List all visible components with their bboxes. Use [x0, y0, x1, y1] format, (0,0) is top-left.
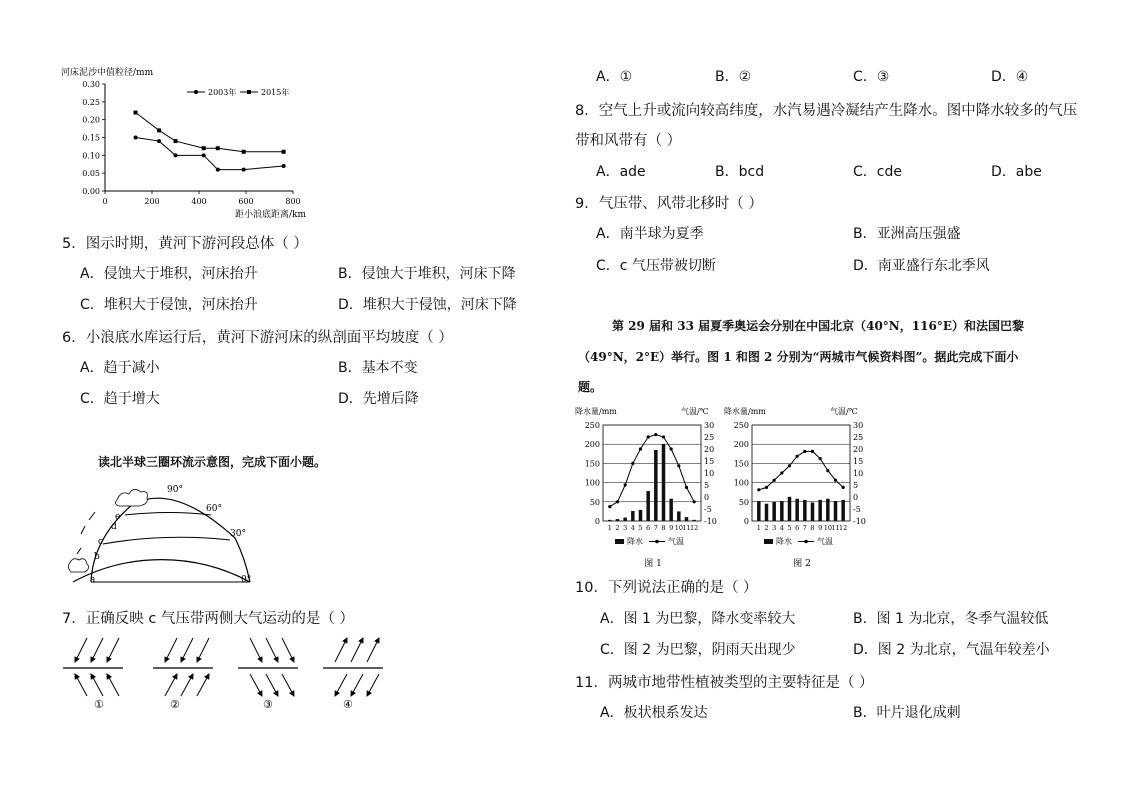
fig2-temp-point: [819, 457, 822, 460]
fig2-y2tick-label: 0: [853, 493, 859, 502]
fig1-month-label: 3: [623, 524, 628, 532]
fig2-ytick-label: 50: [738, 497, 749, 507]
sediment-ytick-label: 0.10: [82, 151, 100, 161]
fig2-ytick-label: 100: [733, 478, 749, 488]
earth-outline: [73, 560, 250, 582]
q9-option-b[interactable]: B．亚洲高压强盛: [853, 226, 961, 242]
q7-label-2: ②: [170, 698, 180, 711]
q7-arrow: [165, 674, 177, 696]
fig2-month-label: 3: [772, 524, 777, 532]
q7-option-a[interactable]: A．①: [596, 69, 633, 85]
q10-option-b[interactable]: B．图 1 为北京，冬季气温较低: [853, 611, 1049, 627]
fig2-y2tick-label: 30: [853, 421, 864, 430]
fig1-ytick-label: 150: [584, 459, 600, 469]
fig1-y2tick-label: 20: [704, 445, 715, 454]
q8-stem-line1: 8．空气上升或流向较高纬度，水汽易遇冷凝结产生降水。图中降水较多的气压: [575, 103, 1078, 119]
q7-option-c[interactable]: C．③: [853, 69, 890, 85]
q7-arrow: [165, 638, 177, 662]
q7-arrow: [181, 674, 193, 696]
sediment-point-2015: [174, 139, 178, 143]
fig1-month-label: 4: [630, 524, 635, 532]
fig1-ytick-label: 0: [594, 517, 600, 526]
fig1-month-label: 12: [690, 524, 699, 532]
sediment-chart: [55, 62, 315, 222]
fig1-fig-label: 图 1: [644, 559, 662, 569]
q9-stem: 9．气压带、风带北移时（ ）: [575, 196, 763, 212]
q7-arrow: [91, 674, 103, 696]
fig1-precip-bar: [692, 520, 696, 521]
fig1-month-label: 7: [653, 524, 658, 532]
fig2-legend-precip-swatch: [764, 539, 773, 544]
fig1-temp-point: [662, 435, 665, 438]
sediment-point-2003: [282, 164, 286, 168]
fig2-precip-bar: [834, 501, 838, 521]
q7-arrow: [181, 638, 193, 662]
q8-option-a[interactable]: A．ade: [596, 164, 646, 180]
q8-stem-line2: 带和风带有（ ）: [575, 133, 682, 149]
fig2-precip-bar: [795, 499, 799, 521]
sediment-ylabel: 河床泥沙中值粒径/mm: [61, 68, 154, 78]
fig2-ylabel: 降水量/mm: [724, 407, 766, 416]
fig1-y2label: 气温/℃: [681, 407, 709, 416]
cloud-icon: [115, 489, 147, 506]
fig1-precip-bar: [669, 499, 673, 521]
q7-arrow: [91, 638, 103, 662]
q5-stem: 5．图示时期，黄河下游河段总体（ ）: [62, 236, 308, 252]
q7-arrow: [107, 674, 119, 696]
fig1-y2tick-label: 10: [704, 469, 715, 478]
fig2-month-label: 11: [831, 524, 840, 532]
fig2-temp-point: [826, 469, 829, 472]
fig1-temp-point: [608, 505, 611, 508]
lat-30-label: 30°: [230, 529, 246, 539]
fig1-temp-point: [624, 483, 627, 486]
fig2-month-label: 5: [787, 524, 792, 532]
fig2-precip-bar: [765, 504, 769, 521]
label-c: c: [98, 537, 104, 547]
fig2-precip-bar: [780, 501, 784, 521]
sediment-point-2003: [202, 153, 206, 157]
q7-arrow: [197, 638, 209, 662]
fig1-temp-point: [631, 462, 634, 465]
fig2-month-label: 1: [756, 524, 761, 532]
fig2-month-label: 8: [810, 524, 815, 532]
fig2-y2tick-label: -5: [853, 505, 861, 514]
fig1-ylabel: 降水量/mm: [575, 407, 617, 416]
fig2-month-label: 2: [764, 524, 769, 532]
q10-stem: 10．下列说法正确的是（ ）: [575, 580, 758, 596]
fig2-month-label: 10: [823, 524, 832, 532]
legend-marker-2003: [194, 90, 198, 94]
fig2-y2tick-label: -10: [853, 517, 866, 526]
q7-arrow: [75, 638, 87, 662]
fig2-precip-bar: [811, 503, 815, 521]
fig2-y2label: 气温/℃: [830, 407, 858, 416]
fig2-legend-temp: 气温: [817, 537, 833, 546]
q5-option-b[interactable]: B．侵蚀大于堆积，河床下降: [338, 266, 516, 282]
fig2-fig-label: 图 2: [793, 559, 811, 569]
fig1-temp-point: [670, 447, 673, 450]
sediment-point-2003: [216, 168, 220, 172]
fig1-temp-point: [654, 433, 657, 436]
sediment-ytick-label: 0.30: [82, 80, 100, 89]
fig1-month-label: 10: [674, 524, 683, 532]
q8-option-b[interactable]: B．bcd: [715, 164, 765, 180]
q7-label-1: ①: [94, 698, 104, 711]
fig2-temp-point: [773, 479, 776, 482]
sediment-ytick-label: 0.15: [82, 133, 100, 143]
fig1-precip-bar: [646, 491, 650, 521]
fig1-month-label: 11: [682, 524, 691, 532]
fig2-month-label: 9: [818, 524, 823, 532]
q11-stem: 11．两城市地带性植被类型的主要特征是（ ）: [575, 675, 874, 691]
fig1-precip-bar: [662, 444, 666, 521]
label-b: b: [94, 552, 100, 562]
fig1-temp-point: [693, 500, 696, 503]
label-d: d: [111, 522, 117, 532]
fig1-month-label: 8: [661, 524, 666, 532]
sediment-ytick-label: 0.05: [82, 169, 100, 179]
q7-arrow: [250, 638, 262, 662]
fig1-precip-bar: [608, 520, 612, 521]
fig2-legend-temp-marker: [804, 540, 808, 544]
sediment-point-2015: [282, 150, 286, 154]
q8-option-c[interactable]: C．cde: [853, 164, 902, 180]
passage-line-1: 第 29 届和 33 届夏季奥运会分别在中国北京（40°N，116°E）和法国巴黎: [612, 319, 1024, 333]
sediment-point-2003: [242, 168, 246, 172]
fig2-temp-point: [780, 471, 783, 474]
fig2-precip-bar: [788, 497, 792, 521]
lat-60-label: 60°: [206, 504, 222, 514]
q5-option-a[interactable]: A．侵蚀大于堆积，河床抬升: [80, 266, 258, 282]
q7-option-b[interactable]: B．②: [715, 69, 752, 85]
q7-label-4: ④: [343, 698, 353, 711]
sediment-xlabel: 距小浪底距离/km: [235, 210, 307, 220]
q7-arrow: [282, 674, 294, 696]
circulation-diagram: [55, 478, 270, 593]
passage-line-3: 题。: [578, 380, 603, 394]
legend-label-2003: 2003年: [208, 88, 237, 97]
fig1-temp-point: [685, 486, 688, 489]
fig2-ytick-label: 250: [733, 421, 749, 430]
fig1-month-label: 9: [669, 524, 674, 532]
fig2-precip-bar: [818, 500, 822, 521]
lat-0-label: 0°: [241, 575, 252, 585]
cloud-icon: [68, 559, 88, 572]
fig1-legend-temp-marker: [655, 540, 659, 544]
fig2-month-label: 7: [802, 524, 807, 532]
fig2-precip-bar: [826, 499, 830, 521]
sediment-point-2015: [202, 146, 206, 150]
fig2-ytick-label: 0: [743, 517, 749, 526]
q7-label-3: ③: [263, 698, 273, 711]
fig1-temp-point: [616, 500, 619, 503]
q6-stem: 6．小浪底水库运行后，黄河下游河床的纵剖面平均坡度（ ）: [62, 330, 453, 346]
q6-option-d[interactable]: D．先增后降: [338, 391, 419, 407]
sediment-chart-svg: [55, 62, 315, 222]
fig2-temp-point: [803, 450, 806, 453]
fig1-legend-precip: 降水: [627, 537, 643, 546]
q7-arrow: [282, 638, 294, 662]
sediment-ytick-label: 0.00: [82, 187, 100, 196]
fig1-frame: [603, 425, 701, 521]
q7-arrow: [107, 638, 119, 662]
fig1-precip-bar: [616, 519, 620, 521]
q7-option-d[interactable]: D．④: [991, 69, 1029, 85]
fig1-ytick-label: 100: [584, 478, 600, 488]
fig2-precip-bar: [803, 500, 807, 521]
fig2-ytick-label: 150: [733, 459, 749, 469]
fig2-month-label: 4: [779, 524, 784, 532]
q10-option-a[interactable]: A．图 1 为巴黎，降水变率较大: [600, 611, 796, 627]
sediment-point-2015: [157, 128, 161, 132]
q10-option-d[interactable]: D．图 2 为北京，气温年较差小: [853, 642, 1050, 658]
q11-option-b[interactable]: B．叶片退化成刺: [853, 705, 961, 721]
sediment-point-2003: [174, 153, 178, 157]
fig1-y2tick-label: 15: [704, 457, 715, 466]
q9-option-a[interactable]: A．南半球为夏季: [596, 226, 704, 242]
fig1-y2tick-label: -10: [704, 517, 717, 526]
sediment-xtick-label: 400: [191, 197, 207, 206]
sediment-xtick-label: 200: [144, 197, 160, 206]
sediment-ytick-label: 0.25: [82, 97, 100, 107]
fig2-y2tick-label: 20: [853, 445, 864, 454]
q5-option-d[interactable]: D．堆积大于侵蚀，河床下降: [338, 297, 517, 313]
sediment-point-2003: [134, 136, 138, 140]
fig1-precip-bar: [631, 511, 635, 521]
fig2-temp-point: [796, 455, 799, 458]
fig1-temp-line: [610, 435, 694, 507]
fig1-temp-point: [639, 447, 642, 450]
fig2-y2tick-label: 10: [853, 469, 864, 478]
q9-option-d[interactable]: D．南亚盛行东北季风: [853, 258, 990, 274]
fig2-temp-point: [765, 486, 768, 489]
fig1-precip-bar: [639, 510, 643, 521]
fig1-month-label: 2: [615, 524, 620, 532]
q10-option-c[interactable]: C．图 2 为巴黎，阴雨天出现少: [600, 642, 796, 658]
fig1-month-label: 6: [646, 524, 651, 532]
q7-arrow: [335, 638, 347, 662]
fig1-y2tick-label: 0: [704, 493, 710, 502]
q7-arrow: [367, 674, 379, 696]
q7-figure: [58, 634, 398, 714]
fig2-temp-point: [757, 488, 760, 491]
fig1-temp-point: [647, 435, 650, 438]
q7-arrow: [367, 638, 379, 662]
fig2-y2tick-label: 15: [853, 457, 864, 466]
q7-arrow: [335, 674, 347, 696]
fig1-precip-bar: [654, 450, 658, 521]
fig1-ytick-label: 50: [589, 497, 600, 507]
fig2-precip-bar: [772, 502, 776, 521]
climate-chart-1: [573, 403, 723, 573]
sediment-xtick-label: 600: [238, 197, 254, 206]
fig2-temp-point: [834, 479, 837, 482]
legend-label-2015: 2015年: [261, 88, 290, 97]
q7-arrow: [351, 674, 363, 696]
sediment-xtick-label: 800: [285, 197, 301, 206]
label-e: e: [115, 512, 121, 522]
fig2-temp-point: [788, 464, 791, 467]
fig1-y2tick-label: 25: [704, 433, 715, 442]
fig1-precip-bar: [623, 518, 627, 521]
fig2-temp-line: [759, 451, 843, 489]
q7-arrow: [75, 674, 87, 696]
fig2-precip-bar: [841, 500, 845, 521]
fig1-legend-temp: 气温: [668, 537, 684, 546]
fig2-temp-point: [811, 450, 814, 453]
sediment-xtick-label: 0: [102, 197, 108, 206]
sediment-point-2015: [216, 146, 220, 150]
q7-stem: 7．正确反映 c 气压带两侧大气运动的是（ ）: [62, 611, 355, 627]
fig2-ytick-label: 200: [733, 440, 749, 450]
q8-option-d[interactable]: D．abe: [991, 164, 1042, 180]
q7-arrow: [351, 638, 363, 662]
passage-line-2: （49°N，2°E）举行。图 1 和图 2 分别为“两城市气候资料图”。据此完成下面小: [578, 350, 1019, 364]
q6-option-a[interactable]: A．趋于减小: [80, 360, 160, 376]
circulation-intro: 读北半球三圈环流示意图，完成下面小题。: [98, 455, 327, 469]
q6-option-b[interactable]: B．基本不变: [338, 360, 418, 376]
q7-arrow: [266, 674, 278, 696]
q11-option-a[interactable]: A．板状根系发达: [600, 705, 708, 721]
fig2-y2tick-label: 5: [853, 481, 859, 490]
q7-arrow: [197, 674, 209, 696]
q7-arrow: [250, 674, 262, 696]
fig1-month-label: 5: [638, 524, 643, 532]
lat-90-label: 90°: [167, 485, 183, 495]
fig2-month-label: 12: [839, 524, 848, 532]
q7-arrow: [266, 638, 278, 662]
legend-marker-2015: [247, 90, 251, 94]
label-a: a: [90, 575, 96, 585]
fig1-legend-precip-swatch: [615, 539, 624, 544]
fig2-legend-precip: 降水: [776, 537, 792, 546]
fig1-precip-bar: [685, 517, 689, 521]
fig2-y2tick-label: 25: [853, 433, 864, 442]
fig1-y2tick-label: 5: [704, 481, 710, 490]
q5-option-c[interactable]: C．堆积大于侵蚀，河床抬升: [80, 297, 258, 313]
fig1-ytick-label: 200: [584, 440, 600, 450]
q6-option-c[interactable]: C．趋于增大: [80, 391, 160, 407]
fig1-precip-bar: [677, 511, 681, 521]
fig1-temp-point: [677, 464, 680, 467]
fig2-temp-point: [842, 486, 845, 489]
fig1-ytick-label: 250: [584, 421, 600, 430]
climate-chart-2: [722, 403, 872, 573]
fig1-month-label: 1: [607, 524, 612, 532]
sediment-point-2015: [134, 111, 138, 115]
fig1-y2tick-label: 30: [704, 421, 715, 430]
sediment-ytick-label: 0.20: [82, 115, 100, 125]
fig2-month-label: 6: [795, 524, 800, 532]
sediment-point-2003: [157, 139, 161, 143]
sediment-point-2015: [242, 150, 246, 154]
fig2-precip-bar: [757, 501, 761, 521]
fig1-y2tick-label: -5: [704, 505, 712, 514]
q9-option-c[interactable]: C．c 气压带被切断: [596, 258, 716, 274]
